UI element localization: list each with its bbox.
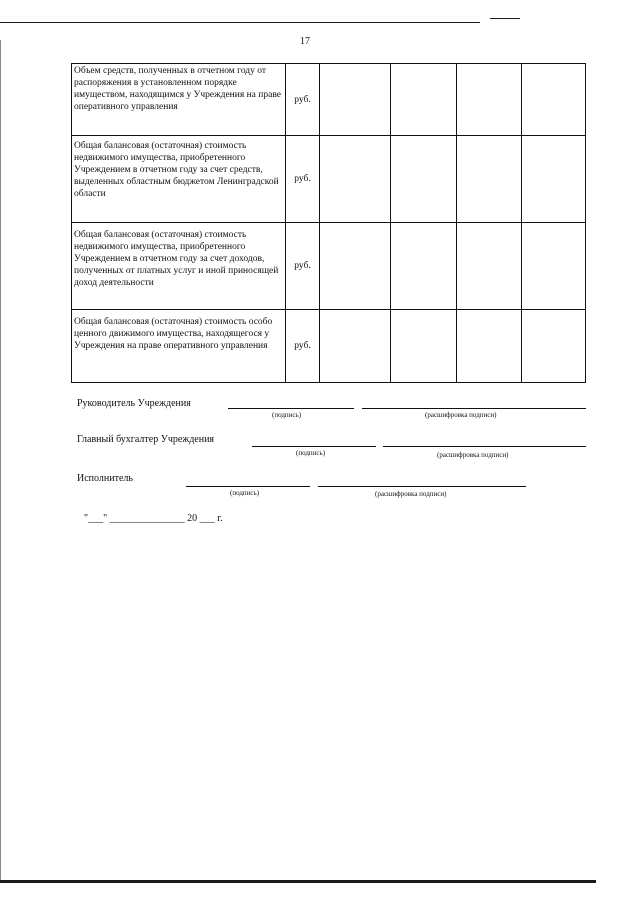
value-cell bbox=[320, 64, 390, 136]
value-cell bbox=[390, 310, 456, 383]
value-cell bbox=[521, 136, 585, 223]
value-cell bbox=[457, 223, 521, 310]
row-description: Общая балансовая (остаточная) стоимость особо ценного движимого имущества, находящегося у Учреждения на праве оперативного управления bbox=[72, 310, 286, 383]
value-cell bbox=[320, 136, 390, 223]
value-cell bbox=[390, 64, 456, 136]
value-cell bbox=[320, 223, 390, 310]
accountant-signature-label: Главный бухгалтер Учреждения bbox=[77, 434, 215, 445]
scan-artifact-bottom bbox=[0, 880, 596, 883]
value-cell bbox=[390, 223, 456, 310]
value-cell bbox=[521, 310, 585, 383]
table-row bbox=[72, 310, 586, 383]
accountant-decode-caption: (расшифровка подписи) bbox=[437, 451, 509, 459]
executor-signature-label: Исполнитель bbox=[77, 473, 133, 484]
accountant-decode-line[interactable] bbox=[383, 446, 586, 447]
report-table bbox=[71, 63, 586, 383]
value-cell bbox=[390, 136, 456, 223]
value-cell bbox=[457, 136, 521, 223]
row-unit: руб. bbox=[285, 310, 320, 383]
scan-artifact-top bbox=[0, 22, 480, 23]
head-decode-line[interactable] bbox=[362, 408, 586, 409]
head-signature-line[interactable] bbox=[228, 408, 354, 409]
page-number: 17 bbox=[300, 36, 310, 47]
executor-decode-line[interactable] bbox=[318, 486, 526, 487]
value-cell bbox=[457, 310, 521, 383]
value-cell bbox=[521, 64, 585, 136]
executor-signature-caption: (подпись) bbox=[230, 489, 260, 497]
head-signature-label: Руководитель Учреждения bbox=[77, 398, 191, 409]
head-signature-caption: (подпись) bbox=[272, 411, 302, 419]
row-unit: руб. bbox=[285, 64, 320, 136]
value-cell bbox=[320, 310, 390, 383]
table-row bbox=[72, 136, 586, 223]
scan-artifact-top-right bbox=[490, 18, 520, 19]
accountant-signature-line[interactable] bbox=[252, 446, 376, 447]
executor-signature-line[interactable] bbox=[186, 486, 310, 487]
head-decode-caption: (расшифровка подписи) bbox=[425, 411, 497, 419]
value-cell bbox=[521, 223, 585, 310]
row-description: Общая балансовая (остаточная) стоимость недвижимого имущества, приобретенного Учреждением в отчетном году за счет средств, выделенных областным бюджетом Ленинградской области bbox=[72, 136, 286, 223]
table-row bbox=[72, 64, 586, 136]
row-description: Объем средств, полученных в отчетном году от распоряжения в установленном порядке имуществом, находящимся у Учреждения на праве оперативного управления bbox=[72, 64, 286, 136]
scan-artifact-left-edge bbox=[0, 40, 1, 880]
row-description: Общая балансовая (остаточная) стоимость недвижимого имущества, приобретенного Учреждением в отчетном году за счет доходов, полученных от платных услуг и иной приносящей доход деятельности bbox=[72, 223, 286, 310]
table-row bbox=[72, 223, 586, 310]
accountant-signature-caption: (подпись) bbox=[296, 449, 326, 457]
executor-decode-caption: (расшифровка подписи) bbox=[375, 490, 447, 498]
date-line: "___" _______________ 20 ___ г. bbox=[84, 513, 223, 524]
row-unit: руб. bbox=[285, 136, 320, 223]
row-unit: руб. bbox=[285, 223, 320, 310]
value-cell bbox=[457, 64, 521, 136]
